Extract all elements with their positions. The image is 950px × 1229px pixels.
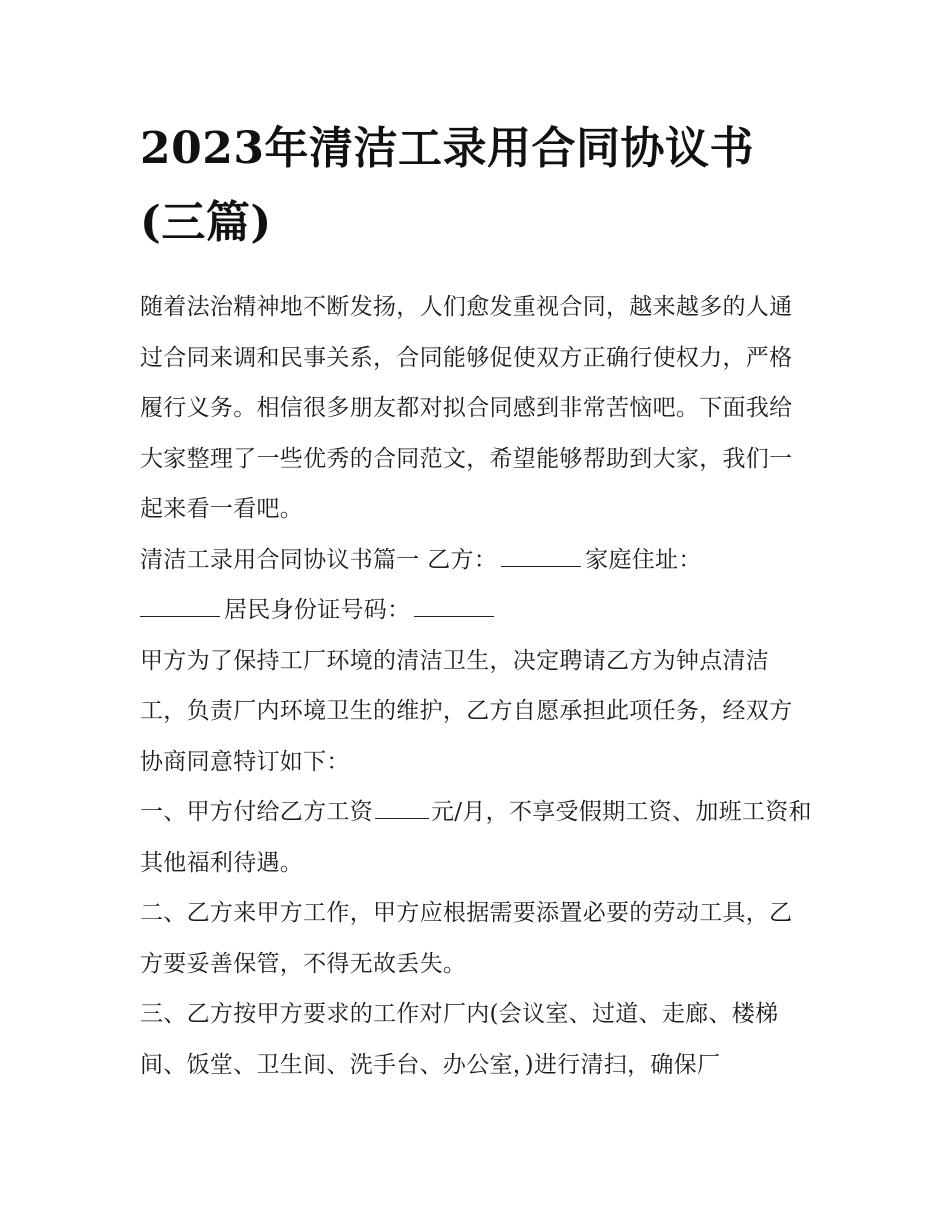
intro-paragraph: 随着法治精神地不断发扬，人们愈发重视合同，越来越多的人通过合同来调和民事关系，合同能够促使双方正确行使权力，严格履行义务。相信很多朋友都对拟合同感到非常苦恼吧。下面我给大家整理了一些优秀的合同范文，希望能够帮助到大家，我们一起来看一看吧。 bbox=[140, 294, 793, 522]
clause-3-paragraph: 三、乙方按甲方要求的工作对厂内(会议室、过道、走廊、楼梯间、饭堂、卫生间、洗手台、办公室，)进行清扫，确保厂 bbox=[140, 1001, 779, 1078]
clause-1-text-before: 一、甲方付给乙方工资 bbox=[140, 799, 373, 825]
party-info-paragraph bbox=[140, 535, 812, 636]
clause-1-paragraph bbox=[140, 787, 812, 888]
section-heading: 清洁工录用合同协议书篇一 bbox=[140, 546, 420, 573]
id-number-blank bbox=[414, 588, 494, 617]
clause-1-text-after: 元/月，不享受假期工资、加班工资和其他福利待遇。 bbox=[140, 799, 812, 876]
purpose-paragraph: 甲方为了保持工厂环境的清洁卫生，决定聘请乙方为钟点清洁工，负责厂内环境卫生的维护，乙方自愿承担此项任务，经双方协商同意特订如下： bbox=[140, 647, 793, 775]
document-title: 2023年清洁工录用合同协议书(三篇) bbox=[140, 123, 754, 248]
id-number-label: 居民身份证号码： bbox=[224, 597, 411, 623]
clause-2-paragraph: 二、乙方来甲方工作，甲方应根据需要添置必要的劳动工具，乙方要妥善保管，不得无故丢失。 bbox=[140, 900, 793, 977]
party-b-blank bbox=[501, 538, 581, 567]
wage-blank bbox=[375, 790, 429, 819]
address-blank bbox=[140, 588, 220, 617]
party-b-label: 乙方： bbox=[427, 546, 498, 573]
address-label: 家庭住址： bbox=[585, 546, 702, 573]
